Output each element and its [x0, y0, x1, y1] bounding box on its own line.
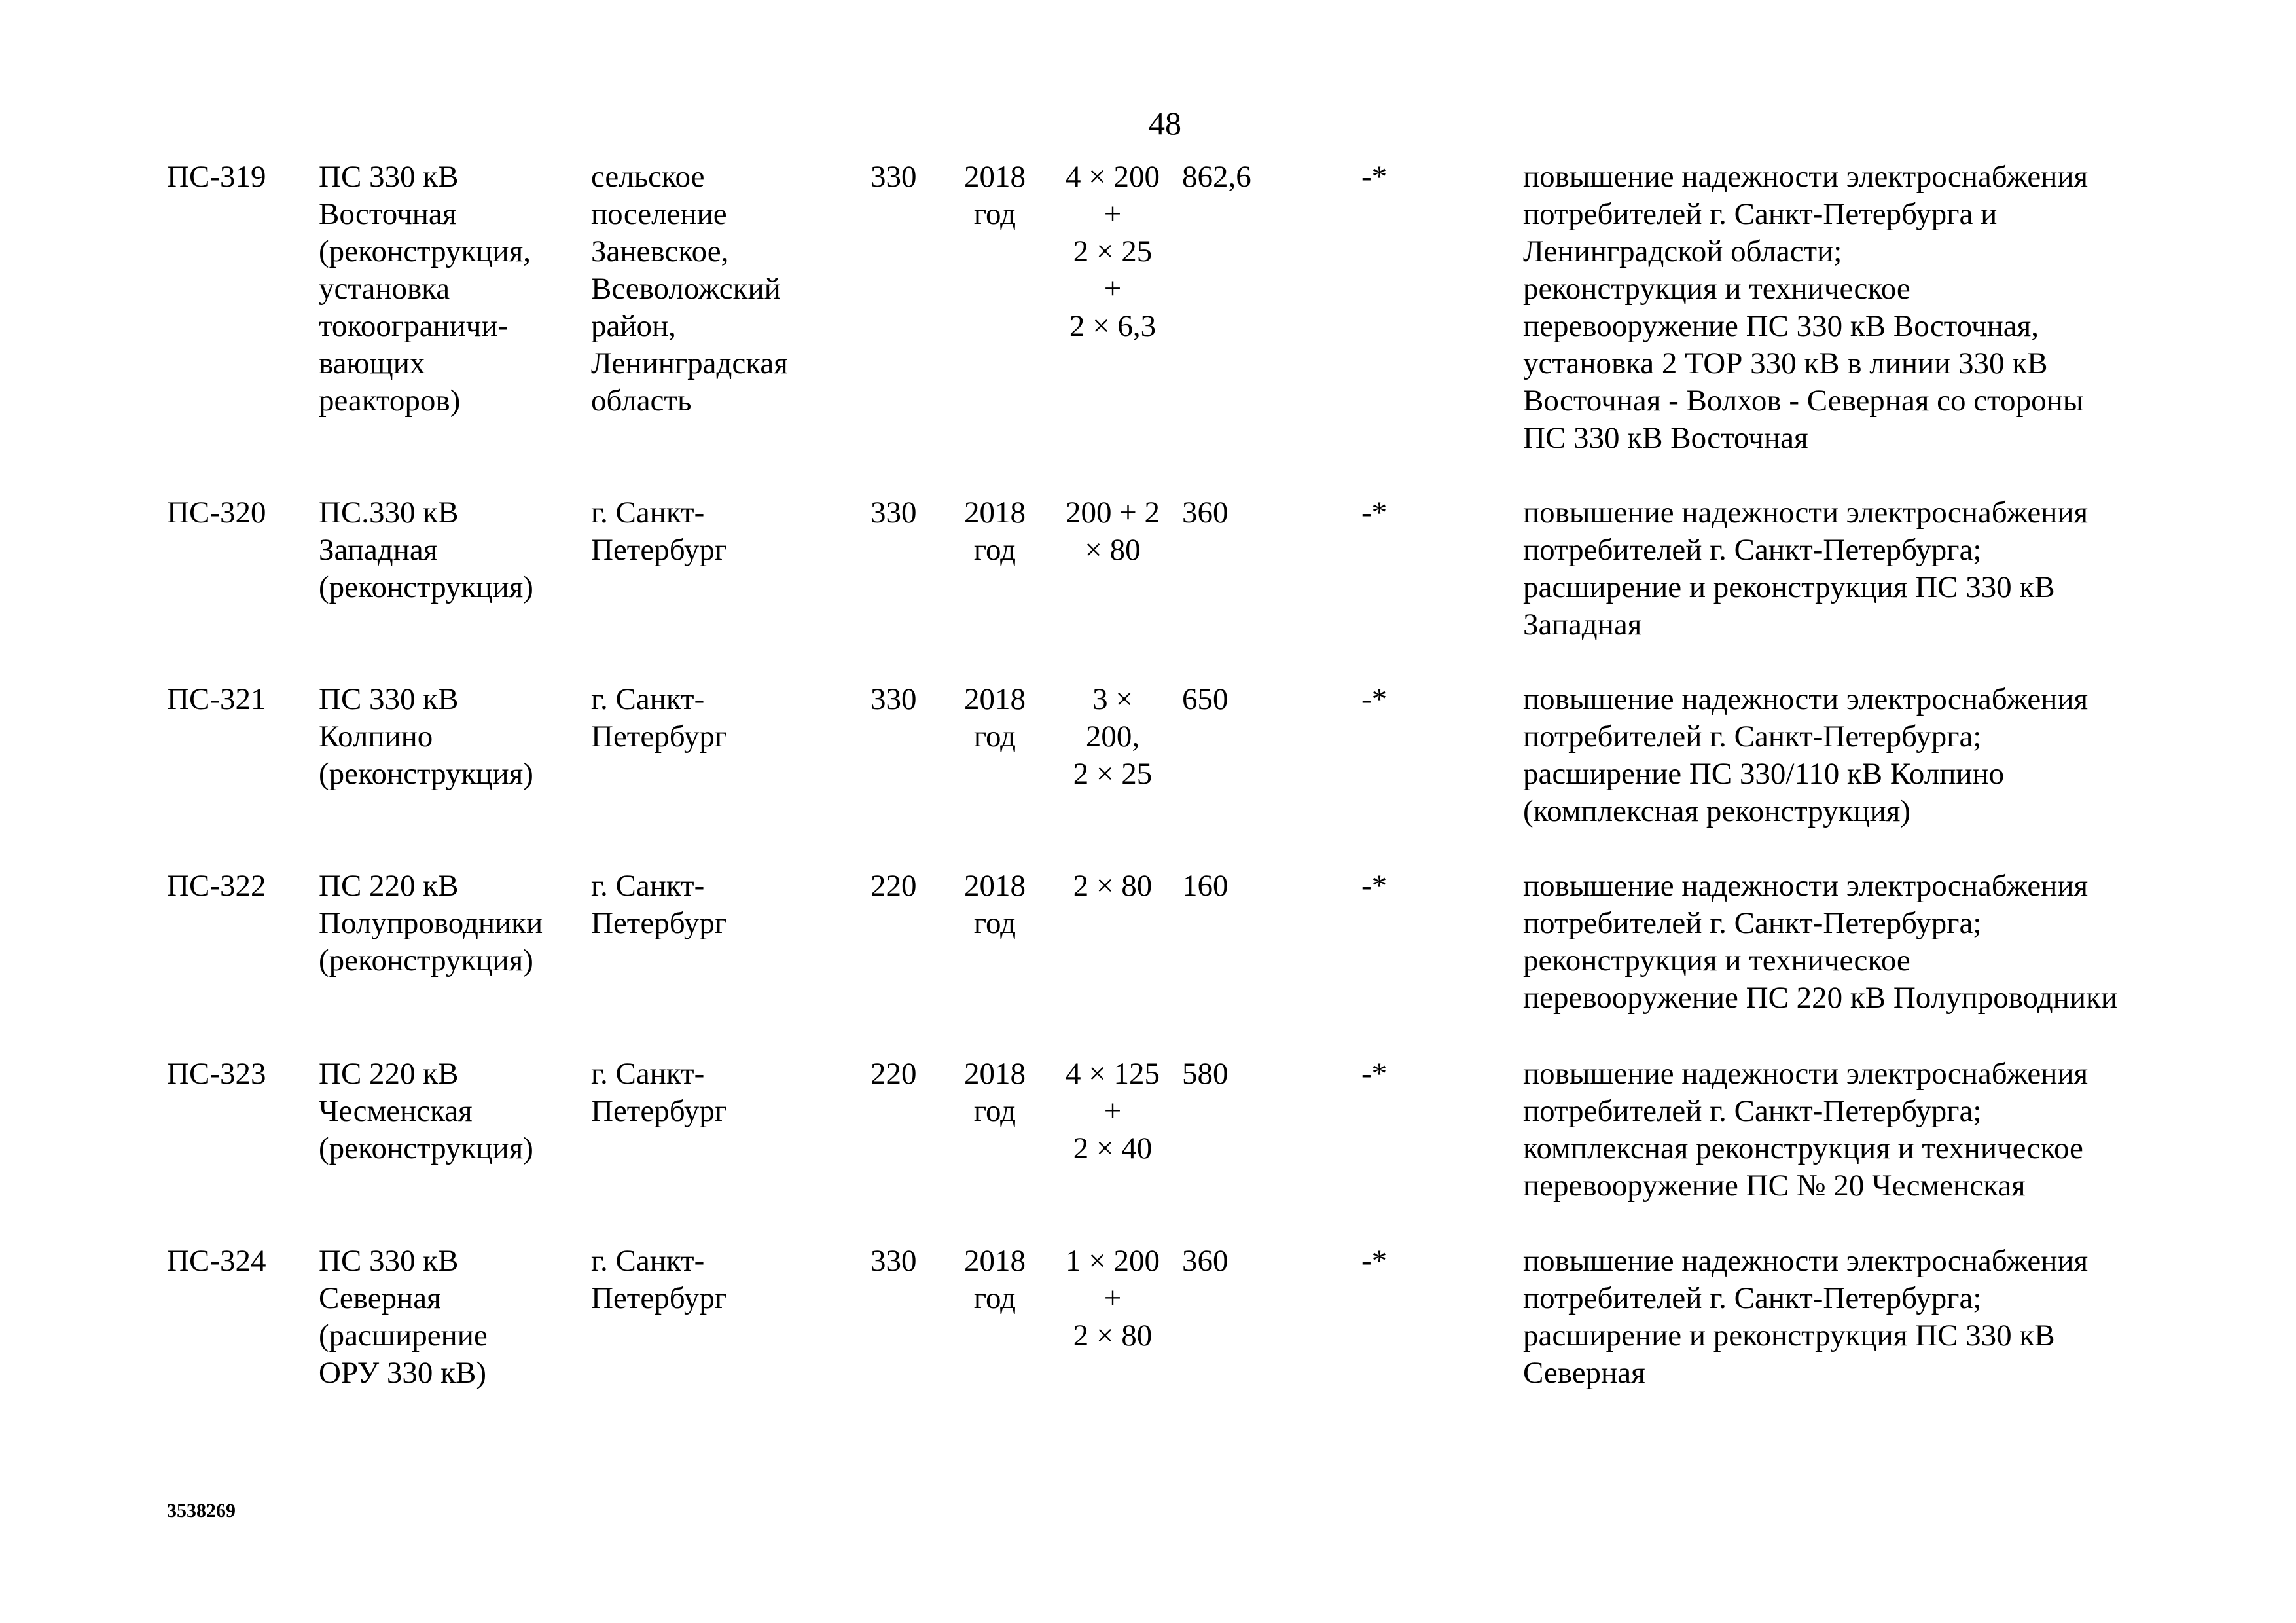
total-value: 650: [1182, 682, 1229, 716]
text-line: Западная: [1523, 608, 1642, 642]
table-row: [0, 1243, 2296, 1609]
text-line: (комплексная реконструкция): [1523, 794, 1911, 828]
text-line: реакторов): [319, 384, 461, 418]
transformer-power: [1047, 681, 1178, 793]
text-line: г. Санкт-: [591, 496, 705, 530]
text-line: повышение надежности электроснабжения: [1523, 1057, 2089, 1091]
text-line: Северная: [1523, 1356, 1645, 1390]
text-line: реконструкция и техническое: [1523, 943, 1910, 977]
voltage: 330: [870, 160, 917, 194]
text-line: 2 × 25: [1073, 234, 1153, 268]
text-line: потребителей г. Санкт-Петербурга;: [1523, 720, 1982, 754]
text-line: расширение ПС 330/110 кВ Колпино: [1523, 757, 2005, 791]
text-line: год: [973, 720, 1016, 754]
object-location: [591, 681, 840, 756]
text-line: район,: [591, 309, 676, 343]
text-line: Колпино: [319, 720, 433, 754]
text-line: поселение: [591, 197, 727, 231]
text-line: (реконструкция): [319, 1131, 533, 1165]
text-line: ПС 220 кВ: [319, 869, 459, 903]
total-value: 862,6: [1182, 160, 1251, 194]
text-line: год: [973, 1094, 1016, 1128]
text-line: г. Санкт-: [591, 869, 705, 903]
text-line: (расширение: [319, 1319, 488, 1353]
voltage: 330: [870, 1244, 917, 1278]
text-line: 2 × 25: [1073, 757, 1153, 791]
text-line: год: [973, 197, 1016, 231]
text-line: 2018: [964, 682, 1026, 716]
text-line: повышение надежности электроснабжения: [1523, 496, 2089, 530]
text-line: потребителей г. Санкт-Петербурга;: [1523, 1094, 1982, 1128]
object-name: [319, 1055, 581, 1167]
text-line: 2018: [964, 1057, 1026, 1091]
text-line: Петербург: [591, 1281, 728, 1315]
text-line: установка: [319, 272, 450, 306]
document-code: 3538269: [167, 1500, 236, 1522]
voltage: 220: [870, 869, 917, 903]
object-purpose: [1523, 158, 2276, 457]
text-line: ПС 330 кВ: [319, 160, 459, 194]
object-code: ПС-321: [167, 682, 266, 716]
text-line: повышение надежности электроснабжения: [1523, 869, 2089, 903]
object-purpose: [1523, 494, 2276, 644]
text-line: ПС 330 кВ: [319, 1244, 459, 1278]
object-name: [319, 494, 581, 606]
text-line: г. Санкт-: [591, 682, 705, 716]
text-line: ОРУ 330 кВ): [319, 1356, 487, 1390]
year: [956, 494, 1034, 569]
transformer-power: [1047, 1243, 1178, 1355]
total-value: 160: [1182, 869, 1229, 903]
text-line: токоограничи-: [319, 309, 509, 343]
text-line: ПС 330 кВ: [319, 682, 459, 716]
text-line: потребителей г. Санкт-Петербурга;: [1523, 906, 1982, 940]
text-line: +: [1103, 1281, 1122, 1315]
year: [956, 158, 1034, 233]
text-line: Полупроводники: [319, 906, 543, 940]
text-line: Петербург: [591, 720, 728, 754]
text-line: (реконструкция): [319, 943, 533, 977]
text-line: потребителей г. Санкт-Петербурга;: [1523, 533, 1982, 567]
cost-value: -*: [1361, 682, 1388, 716]
voltage: 330: [870, 496, 917, 530]
object-purpose: [1523, 1055, 2276, 1205]
voltage: 220: [870, 1057, 917, 1091]
transformer-power: [1047, 1055, 1178, 1167]
year: [956, 681, 1034, 756]
text-line: г. Санкт-: [591, 1057, 705, 1091]
text-line: вающих: [319, 346, 425, 380]
total-value: 360: [1182, 496, 1229, 530]
text-line: г. Санкт-: [591, 1244, 705, 1278]
object-code: ПС-322: [167, 869, 266, 903]
object-name: [319, 158, 581, 420]
object-code: ПС-323: [167, 1057, 266, 1091]
cost-value: -*: [1361, 1244, 1388, 1278]
cost-value: -*: [1361, 496, 1388, 530]
text-line: Петербург: [591, 1094, 728, 1128]
text-line: Петербург: [591, 533, 728, 567]
text-line: Чесменская: [319, 1094, 473, 1128]
text-line: повышение надежности электроснабжения: [1523, 160, 2089, 194]
object-name: [319, 681, 581, 793]
text-line: Петербург: [591, 906, 728, 940]
text-line: год: [973, 533, 1016, 567]
cost-value: -*: [1361, 1057, 1388, 1091]
transformer-power: [1047, 158, 1178, 345]
object-code: ПС-319: [167, 160, 266, 194]
text-line: повышение надежности электроснабжения: [1523, 1244, 2089, 1278]
object-location: [591, 1055, 840, 1130]
text-line: Западная: [319, 533, 438, 567]
total-value: 580: [1182, 1057, 1229, 1091]
text-line: +: [1103, 272, 1122, 306]
text-line: ПС.330 кВ: [319, 496, 459, 530]
text-line: 3 ×: [1092, 682, 1133, 716]
object-code: ПС-320: [167, 496, 266, 530]
object-purpose: [1523, 681, 2276, 830]
text-line: Северная: [319, 1281, 441, 1315]
text-line: (реконструкция): [319, 757, 533, 791]
cost-value: -*: [1361, 160, 1388, 194]
text-line: 200 + 2: [1065, 496, 1160, 530]
text-line: перевооружение ПС № 20 Чесменская: [1523, 1169, 2026, 1203]
text-line: 2 × 80: [1073, 869, 1153, 903]
text-line: потребителей г. Санкт-Петербурга;: [1523, 1281, 1982, 1315]
text-line: Всеволожский: [591, 272, 781, 306]
object-name: [319, 1243, 581, 1392]
text-line: 2018: [964, 496, 1026, 530]
page-number: 48: [1149, 105, 1181, 141]
object-purpose: [1523, 867, 2276, 1017]
text-line: повышение надежности электроснабжения: [1523, 682, 2089, 716]
object-purpose: [1523, 1243, 2276, 1392]
text-line: сельское: [591, 160, 705, 194]
total-value: 360: [1182, 1244, 1229, 1278]
object-location: [591, 1243, 840, 1317]
text-line: потребителей г. Санкт-Петербурга и: [1523, 197, 1998, 231]
text-line: реконструкция и техническое: [1523, 272, 1910, 306]
year: [956, 1243, 1034, 1317]
text-line: расширение и реконструкция ПС 330 кВ: [1523, 570, 2055, 604]
text-line: 2018: [964, 1244, 1026, 1278]
text-line: 200,: [1085, 720, 1140, 754]
text-line: расширение и реконструкция ПС 330 кВ: [1523, 1319, 2055, 1353]
cost-value: -*: [1361, 869, 1388, 903]
text-line: установка 2 ТОР 330 кВ в линии 330 кВ: [1523, 346, 2048, 380]
text-line: перевооружение ПС 330 кВ Восточная,: [1523, 309, 2039, 343]
object-location: [591, 158, 840, 420]
voltage: 330: [870, 682, 917, 716]
text-line: год: [973, 906, 1016, 940]
text-line: 4 × 200: [1065, 160, 1160, 194]
text-line: 2018: [964, 160, 1026, 194]
text-line: область: [591, 384, 692, 418]
text-line: 2 × 6,3: [1069, 309, 1157, 343]
text-line: (реконструкция): [319, 570, 533, 604]
text-line: (реконструкция,: [319, 234, 531, 268]
table-row: [0, 158, 2296, 525]
text-line: Ленинградской области;: [1523, 234, 1842, 268]
text-line: ПС 330 кВ Восточная: [1523, 421, 1808, 455]
text-line: год: [973, 1281, 1016, 1315]
text-line: комплексная реконструкция и техническое: [1523, 1131, 2083, 1165]
transformer-power: [1047, 494, 1178, 569]
text-line: Заневское,: [591, 234, 729, 268]
object-location: [591, 494, 840, 569]
object-location: [591, 867, 840, 942]
year: [956, 867, 1034, 942]
text-line: +: [1103, 197, 1122, 231]
text-line: 1 × 200: [1065, 1244, 1160, 1278]
text-line: Ленинградская: [591, 346, 788, 380]
text-line: 2018: [964, 869, 1026, 903]
text-line: 2 × 80: [1073, 1319, 1153, 1353]
text-line: 2 × 40: [1073, 1131, 1153, 1165]
text-line: +: [1103, 1094, 1122, 1128]
text-line: ПС 220 кВ: [319, 1057, 459, 1091]
text-line: Восточная - Волхов - Северная со стороны: [1523, 384, 2084, 418]
object-code: ПС-324: [167, 1244, 266, 1278]
transformer-power: [1047, 867, 1178, 905]
year: [956, 1055, 1034, 1130]
text-line: 4 × 125: [1065, 1057, 1160, 1091]
text-line: перевооружение ПС 220 кВ Полупроводники: [1523, 981, 2118, 1015]
text-line: Восточная: [319, 197, 457, 231]
text-line: × 80: [1085, 533, 1141, 567]
object-name: [319, 867, 581, 979]
